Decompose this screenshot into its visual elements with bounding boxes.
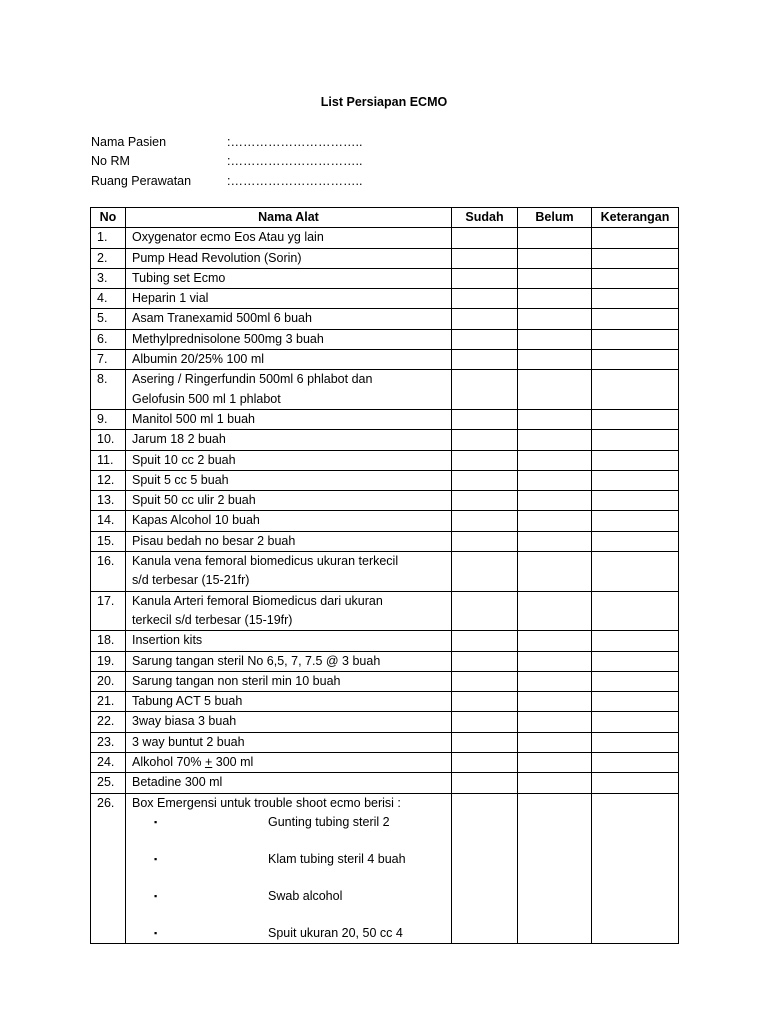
- cell-belum[interactable]: [518, 430, 592, 450]
- cell-item: Asam Tranexamid 500ml 6 buah: [126, 309, 452, 329]
- table-row: [91, 289, 679, 309]
- cell-item: Spuit 50 cc ulir 2 buah: [126, 491, 452, 511]
- cell-item: 3way biasa 3 buah: [126, 712, 452, 732]
- cell-no: 9.: [91, 409, 126, 429]
- table-row: [91, 430, 679, 450]
- bullet-item: [132, 850, 445, 887]
- cell-sudah[interactable]: [452, 773, 518, 793]
- item-text: Alkohol 70%: [132, 755, 205, 770]
- cell-sudah[interactable]: [452, 531, 518, 551]
- cell-item: Betadine 300 ml: [126, 773, 452, 793]
- bullet-square-icon: ▪: [154, 853, 158, 864]
- cell-item: Kapas Alcohol 10 buah: [126, 511, 452, 531]
- item-line: Box Emergensi untuk trouble shoot ecmo berisi :: [132, 795, 401, 810]
- table-row: [91, 712, 679, 732]
- field-blank: :…………………………..: [227, 135, 363, 149]
- cell-keterangan[interactable]: [592, 350, 679, 370]
- table-row: [91, 531, 679, 551]
- cell-belum[interactable]: [518, 732, 592, 752]
- table-row: [91, 692, 679, 712]
- page-title: List Persiapan ECMO: [320, 95, 448, 109]
- cell-keterangan[interactable]: [592, 409, 679, 429]
- cell-item: Pump Head Revolution (Sorin): [126, 248, 452, 268]
- cell-no: 14.: [91, 511, 126, 531]
- header-nama-alat: Nama Alat: [126, 208, 452, 228]
- cell-no: 11.: [91, 450, 126, 470]
- cell-keterangan[interactable]: [592, 228, 679, 248]
- cell-sudah[interactable]: [452, 470, 518, 490]
- cell-no: 6.: [91, 329, 126, 349]
- table-row: [91, 350, 679, 370]
- bullet-square-icon: ▪: [154, 927, 158, 938]
- bullet-item: [132, 813, 445, 850]
- cell-belum[interactable]: [518, 409, 592, 429]
- cell-sudah[interactable]: [452, 732, 518, 752]
- patient-info-block: [91, 133, 362, 191]
- cell-item: Sarung tangan non steril min 10 buah: [126, 671, 452, 691]
- cell-keterangan[interactable]: [592, 248, 679, 268]
- cell-keterangan[interactable]: [592, 552, 679, 592]
- cell-belum[interactable]: [518, 773, 592, 793]
- item-text: 300 ml: [212, 755, 254, 770]
- header-sudah: Sudah: [452, 208, 518, 228]
- plus-minus-symbol: +: [204, 755, 213, 770]
- bullet-item: [132, 924, 445, 943]
- bullet-square-icon: ▪: [154, 816, 158, 827]
- cell-item: [126, 793, 452, 943]
- cell-keterangan[interactable]: [592, 268, 679, 288]
- cell-item: [126, 370, 452, 410]
- cell-item: Sarung tangan steril No 6,5, 7, 7.5 @ 3 buah: [126, 651, 452, 671]
- cell-no: 24.: [91, 753, 126, 773]
- cell-belum[interactable]: [518, 793, 592, 943]
- cell-item: Albumin 20/25% 100 ml: [126, 350, 452, 370]
- cell-keterangan[interactable]: [592, 531, 679, 551]
- cell-keterangan[interactable]: [592, 370, 679, 410]
- cell-sudah[interactable]: [452, 793, 518, 943]
- field-blank: :…………………………..: [227, 154, 363, 169]
- table-row: [91, 329, 679, 349]
- cell-item: Tubing set Ecmo: [126, 268, 452, 288]
- cell-keterangan[interactable]: [592, 692, 679, 712]
- cell-sudah[interactable]: [452, 671, 518, 691]
- cell-sudah[interactable]: [452, 651, 518, 671]
- cell-item: Spuit 10 cc 2 buah: [126, 450, 452, 470]
- cell-sudah[interactable]: [452, 309, 518, 329]
- cell-no: 20.: [91, 671, 126, 691]
- cell-belum[interactable]: [518, 248, 592, 268]
- cell-sudah[interactable]: [452, 289, 518, 309]
- table-row: [91, 671, 679, 691]
- cell-no: 13.: [91, 491, 126, 511]
- bullet-item: [132, 887, 445, 924]
- cell-item: Manitol 500 ml 1 buah: [126, 409, 452, 429]
- item-line: terkecil s/d terbesar (15-19fr): [132, 612, 293, 627]
- cell-keterangan[interactable]: [592, 450, 679, 470]
- item-line: Asering / Ringerfundin 500ml 6 phlabot dan: [132, 372, 373, 387]
- table-row: [91, 491, 679, 511]
- cell-no: 16.: [91, 552, 126, 592]
- cell-sudah[interactable]: [452, 631, 518, 651]
- cell-belum[interactable]: [518, 692, 592, 712]
- cell-sudah[interactable]: [452, 409, 518, 429]
- cell-no: 17.: [91, 591, 126, 631]
- table-row: [91, 409, 679, 429]
- header-keterangan: Keterangan: [592, 208, 679, 228]
- cell-keterangan[interactable]: [592, 753, 679, 773]
- cell-item: Tabung ACT 5 buah: [126, 692, 452, 712]
- cell-belum[interactable]: [518, 350, 592, 370]
- table-row: [91, 268, 679, 288]
- cell-sudah[interactable]: [452, 329, 518, 349]
- cell-sudah[interactable]: [452, 511, 518, 531]
- cell-sudah[interactable]: [452, 450, 518, 470]
- field-label: Ruang Perawatan: [91, 173, 192, 188]
- cell-keterangan[interactable]: [592, 631, 679, 651]
- cell-sudah[interactable]: [452, 248, 518, 268]
- table-row: [91, 753, 679, 773]
- table-row: [91, 651, 679, 671]
- cell-sudah[interactable]: [452, 370, 518, 410]
- cell-item: Pisau bedah no besar 2 buah: [126, 531, 452, 551]
- bullet-text: Swab alcohol: [268, 888, 343, 903]
- table-row: [91, 511, 679, 531]
- cell-keterangan[interactable]: [592, 289, 679, 309]
- cell-sudah[interactable]: [452, 228, 518, 248]
- cell-belum[interactable]: [518, 631, 592, 651]
- cell-item: Methylprednisolone 500mg 3 buah: [126, 329, 452, 349]
- table-row: [91, 370, 679, 410]
- header-no: No: [91, 208, 126, 228]
- cell-belum[interactable]: [518, 491, 592, 511]
- cell-belum[interactable]: [518, 268, 592, 288]
- cell-belum[interactable]: [518, 289, 592, 309]
- cell-belum[interactable]: [518, 228, 592, 248]
- cell-item: Jarum 18 2 buah: [126, 430, 452, 450]
- cell-sudah[interactable]: [452, 712, 518, 732]
- cell-sudah[interactable]: [452, 753, 518, 773]
- table-row: [91, 631, 679, 651]
- table-row: [91, 470, 679, 490]
- field-label: Nama Pasien: [91, 135, 167, 149]
- cell-no: 19.: [91, 651, 126, 671]
- cell-belum[interactable]: [518, 329, 592, 349]
- cell-no: 23.: [91, 732, 126, 752]
- item-line: Kanula vena femoral biomedicus ukuran terkecil: [132, 554, 399, 569]
- table-row: [91, 309, 679, 329]
- cell-item: Oxygenator ecmo Eos Atau yg lain: [126, 228, 452, 248]
- cell-no: 8.: [91, 370, 126, 410]
- cell-item: [126, 753, 452, 773]
- item-line: Kanula Arteri femoral Biomedicus dari ukuran: [132, 593, 383, 608]
- cell-keterangan[interactable]: [592, 329, 679, 349]
- field-blank: :…………………………..: [227, 173, 363, 188]
- cell-belum[interactable]: [518, 753, 592, 773]
- cell-belum[interactable]: [518, 591, 592, 631]
- table-row: [91, 228, 679, 248]
- cell-keterangan[interactable]: [592, 491, 679, 511]
- cell-keterangan[interactable]: [592, 712, 679, 732]
- cell-keterangan[interactable]: [592, 732, 679, 752]
- cell-belum[interactable]: [518, 470, 592, 490]
- table-row: [91, 552, 679, 592]
- cell-sudah[interactable]: [452, 491, 518, 511]
- cell-keterangan[interactable]: [592, 309, 679, 329]
- cell-no: 5.: [91, 309, 126, 329]
- cell-no: 1.: [91, 228, 126, 248]
- cell-no: 15.: [91, 531, 126, 551]
- cell-item: Heparin 1 vial: [126, 289, 452, 309]
- cell-sudah[interactable]: [452, 350, 518, 370]
- cell-keterangan[interactable]: [592, 793, 679, 943]
- cell-no: 3.: [91, 268, 126, 288]
- table-row: [91, 773, 679, 793]
- cell-belum[interactable]: [518, 712, 592, 732]
- cell-no: 10.: [91, 430, 126, 450]
- cell-item: [126, 591, 452, 631]
- cell-belum[interactable]: [518, 309, 592, 329]
- bullet-text: Spuit ukuran 20, 50 cc 4: [268, 925, 403, 940]
- cell-no: 22.: [91, 712, 126, 732]
- cell-sudah[interactable]: [452, 430, 518, 450]
- table-row: [91, 591, 679, 631]
- cell-keterangan[interactable]: [592, 591, 679, 631]
- cell-keterangan[interactable]: [592, 651, 679, 671]
- bullet-text: Gunting tubing steril 2: [268, 814, 390, 829]
- bullet-square-icon: ▪: [154, 890, 158, 901]
- cell-no: 21.: [91, 692, 126, 712]
- cell-belum[interactable]: [518, 531, 592, 551]
- cell-no: 2.: [91, 248, 126, 268]
- cell-item: Spuit 5 cc 5 buah: [126, 470, 452, 490]
- cell-sudah[interactable]: [452, 268, 518, 288]
- header-belum: Belum: [518, 208, 592, 228]
- cell-no: 26.: [91, 793, 126, 943]
- cell-belum[interactable]: [518, 450, 592, 470]
- cell-item: Insertion kits: [126, 631, 452, 651]
- cell-keterangan[interactable]: [592, 470, 679, 490]
- table-header-row: [91, 208, 679, 228]
- cell-keterangan[interactable]: [592, 511, 679, 531]
- cell-keterangan[interactable]: [592, 430, 679, 450]
- cell-no: 4.: [91, 289, 126, 309]
- cell-keterangan[interactable]: [592, 671, 679, 691]
- cell-belum[interactable]: [518, 552, 592, 592]
- cell-sudah[interactable]: [452, 552, 518, 592]
- field-no-rm: [91, 152, 362, 171]
- cell-no: 12.: [91, 470, 126, 490]
- table-row: [91, 450, 679, 470]
- field-nama-pasien: [91, 133, 362, 152]
- checklist-table: [90, 207, 679, 944]
- cell-item: 3 way buntut 2 buah: [126, 732, 452, 752]
- item-line: s/d terbesar (15-21fr): [132, 573, 250, 588]
- cell-sudah[interactable]: [452, 591, 518, 631]
- cell-belum[interactable]: [518, 671, 592, 691]
- item-line: Gelofusin 500 ml 1 phlabot: [132, 391, 281, 406]
- cell-no: 7.: [91, 350, 126, 370]
- field-ruang-perawatan: [91, 172, 362, 191]
- cell-sudah[interactable]: [452, 692, 518, 712]
- bullet-text: Klam tubing steril 4 buah: [268, 851, 406, 866]
- cell-no: 18.: [91, 631, 126, 651]
- cell-item: [126, 552, 452, 592]
- cell-keterangan[interactable]: [592, 773, 679, 793]
- cell-belum[interactable]: [518, 651, 592, 671]
- cell-belum[interactable]: [518, 370, 592, 410]
- table-row: [91, 248, 679, 268]
- table-row: [91, 732, 679, 752]
- table-row-emergency-box: [91, 793, 679, 943]
- cell-belum[interactable]: [518, 511, 592, 531]
- cell-no: 25.: [91, 773, 126, 793]
- field-label: No RM: [91, 154, 130, 169]
